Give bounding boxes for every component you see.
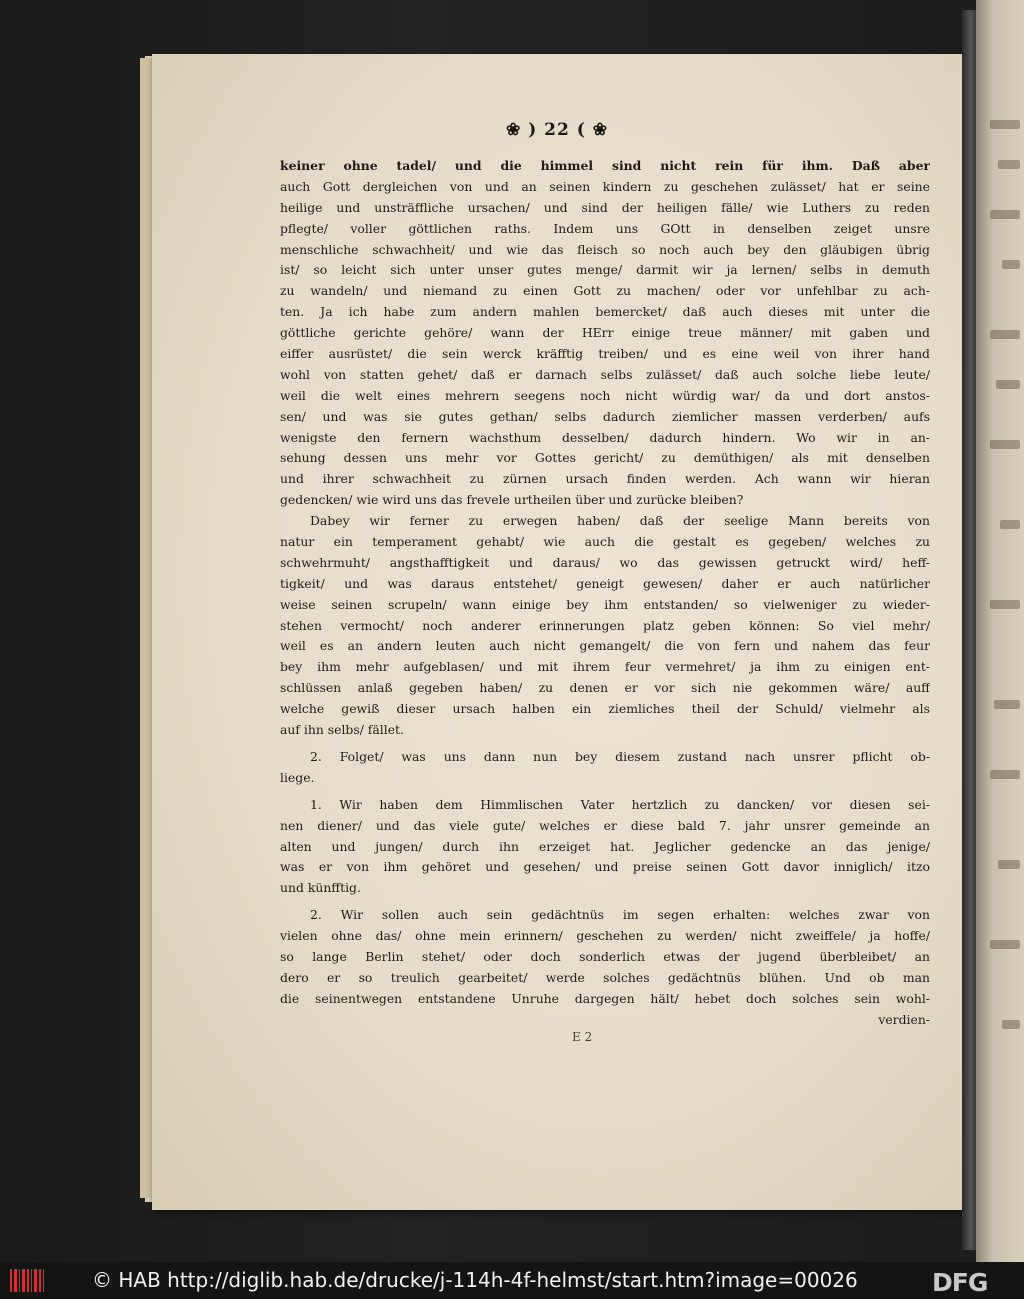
text-line: heilige und unsträffliche ursachen/ und sind der heiligen fälle/ wie Luthers zu reden xyxy=(280,199,930,215)
text-line: 2. Wir sollen auch sein gedächtnüs im segen erhalten: welches zwar von xyxy=(310,907,930,923)
text-line: sen/ und was sie gutes gethan/ selbs dadurch ziemlicher massen verderben/ aufs xyxy=(280,408,930,424)
text-line: und ihrer schwachheit zu zürnen ursach finden werden. Ach wann wir hieran xyxy=(280,471,930,487)
text-line: so lange Berlin stehet/ oder doch sonderlich etwas der jugend überbleibet/ an xyxy=(280,948,930,964)
show-through xyxy=(990,330,1020,339)
text-line: wenigste den fernern wachsthum desselben/ dadurch hindern. Wo wir in an- xyxy=(280,429,930,445)
text-line: liege. xyxy=(280,769,315,785)
book-spine xyxy=(962,10,976,1250)
show-through xyxy=(990,600,1020,609)
footer-bar xyxy=(0,1262,1024,1299)
text-line: und künfftig. xyxy=(280,880,361,896)
signature-mark: E 2 xyxy=(572,1030,593,1044)
show-through xyxy=(994,700,1020,709)
show-through xyxy=(990,440,1020,449)
text-line: göttliche gerichte gehöre/ wann der HErr einige treue männer/ mit gaben und xyxy=(280,325,930,341)
text-line: schlüssen anlaß gegeben haben/ zu denen er vor sich nie gekommen wäre/ auff xyxy=(280,680,930,696)
text-line: pflegte/ voller göttlichen raths. Indem uns GOtt in denselben zeiget unsre xyxy=(280,220,930,236)
show-through xyxy=(998,860,1020,869)
text-line: bey ihm mehr aufgeblasen/ und mit ihrem feur vermehret/ ja ihm zu einigen ent- xyxy=(280,659,930,675)
text-line: 1. Wir haben dem Himmlischen Vater hertzlich zu dancken/ vor diesen sei- xyxy=(310,796,930,812)
text-line: 2. Folget/ was uns dann nun bey diesem zustand nach unsrer pflicht ob- xyxy=(310,748,930,764)
show-through xyxy=(990,770,1020,779)
copyright-link[interactable]: © HAB http://diglib.hab.de/drucke/j-114h-4f-helmst/start.htm?image=00026 xyxy=(92,1268,858,1292)
text-line: vielen ohne das/ ohne mein erinnern/ geschehen zu werden/ nicht zweiffele/ ja hoffe/ xyxy=(280,928,930,944)
text-line: tigkeit/ und was daraus entstehet/ geneigt gewesen/ daher er auch natürlicher xyxy=(280,575,930,591)
text-line: zu wandeln/ und niemand zu einen Gott zu machen/ oder vor unfehlbar zu ach- xyxy=(280,283,930,299)
text-line: die seinentwegen entstandene Unruhe dargegen hält/ hebet doch solches sein wohl- xyxy=(280,990,930,1006)
scanned-page xyxy=(152,54,962,1210)
show-through xyxy=(1002,1020,1020,1029)
text-line: wohl von statten gehet/ daß er darnach selbs zulässet/ daß auch solche liebe leute/ xyxy=(280,366,930,382)
text-line: auch Gott dergleichen von und an seinen kindern zu geschehen zulässet/ hat er seine xyxy=(280,178,930,194)
text-line: keiner ohne tadel/ und die himmel sind nicht rein für ihm. Daß aber xyxy=(280,158,930,173)
text-line: weil die welt eines mehrern seegens noch nicht würdig war/ da und dort anstos- xyxy=(280,387,930,403)
text-line: weil es an andern leuten auch nicht gemangelt/ die von fern und nahem das feur xyxy=(280,638,930,654)
text-line: sehung dessen uns mehr vor Gottes gericht/ zu demüthigen/ als mit denselben xyxy=(280,450,930,466)
text-line: weise seinen scrupeln/ wann einige bey ihm entstanden/ so vielweniger zu wieder- xyxy=(280,596,930,612)
text-line: menschliche schwachheit/ und wie das fleisch so noch auch bey den gläubigen übrig xyxy=(280,241,930,257)
show-through xyxy=(998,160,1020,169)
text-line: was er von ihm gehöret und gesehen/ und preise seinen Gott davor inniglich/ itzo xyxy=(280,859,930,875)
text-line: schwehrmuht/ angsthafftigkeit und daraus/ wo das gewissen getruckt wird/ heff- xyxy=(280,554,930,570)
hab-barcode-logo-icon[interactable] xyxy=(8,1267,46,1294)
show-through xyxy=(990,120,1020,129)
text-line: nen diener/ und das viele gute/ welches er diese bald 7. jahr unsrer gemeinde an xyxy=(280,817,930,833)
text-line: natur ein temperament gehabt/ wie auch die gestalt es gegeben/ welches zu xyxy=(280,534,930,550)
text-line: dero er so treulich gearbeitet/ werde solches gedächtnüs blühen. Und ob man xyxy=(280,969,930,985)
text-line: ten. Ja ich habe zum andern mahlen bemercket/ daß auch dieses mit unter die xyxy=(280,304,930,320)
text-line: auf ihn selbs/ fället. xyxy=(280,722,404,738)
show-through xyxy=(1000,520,1020,529)
show-through xyxy=(990,210,1020,219)
next-page-edge xyxy=(976,0,1024,1262)
text-line: verdien- xyxy=(878,1011,930,1027)
text-line: alten und jungen/ durch ihn erzeiget hat. Jeglicher gedencke an das jenige/ xyxy=(280,838,930,854)
text-line: eiffer ausrüstet/ die sein werck kräfftig treiben/ und es eine weil von ihrer hand xyxy=(280,346,930,362)
running-head: ❀ ) 22 ( ❀ xyxy=(506,120,608,140)
dfg-logo[interactable]: DFG xyxy=(932,1268,988,1297)
text-line: welche gewiß dieser ursach halben ein ziemliches theil der Schuld/ vielmehr als xyxy=(280,701,930,717)
show-through xyxy=(996,380,1020,389)
show-through xyxy=(990,940,1020,949)
text-line: stehen vermocht/ noch anderer erinnerungen platz geben können: So viel mehr/ xyxy=(280,617,930,633)
text-line: Dabey wir ferner zu erwegen haben/ daß der seelige Mann bereits von xyxy=(310,513,930,529)
text-line: gedencken/ wie wird uns das frevele urtheilen über und zurücke bleiben? xyxy=(280,492,744,508)
show-through xyxy=(1002,260,1020,269)
body-text xyxy=(280,156,930,1031)
text-line: ist/ so leicht sich unter unser gutes menge/ darmit wir ja lernen/ selbs in demuth xyxy=(280,262,930,278)
